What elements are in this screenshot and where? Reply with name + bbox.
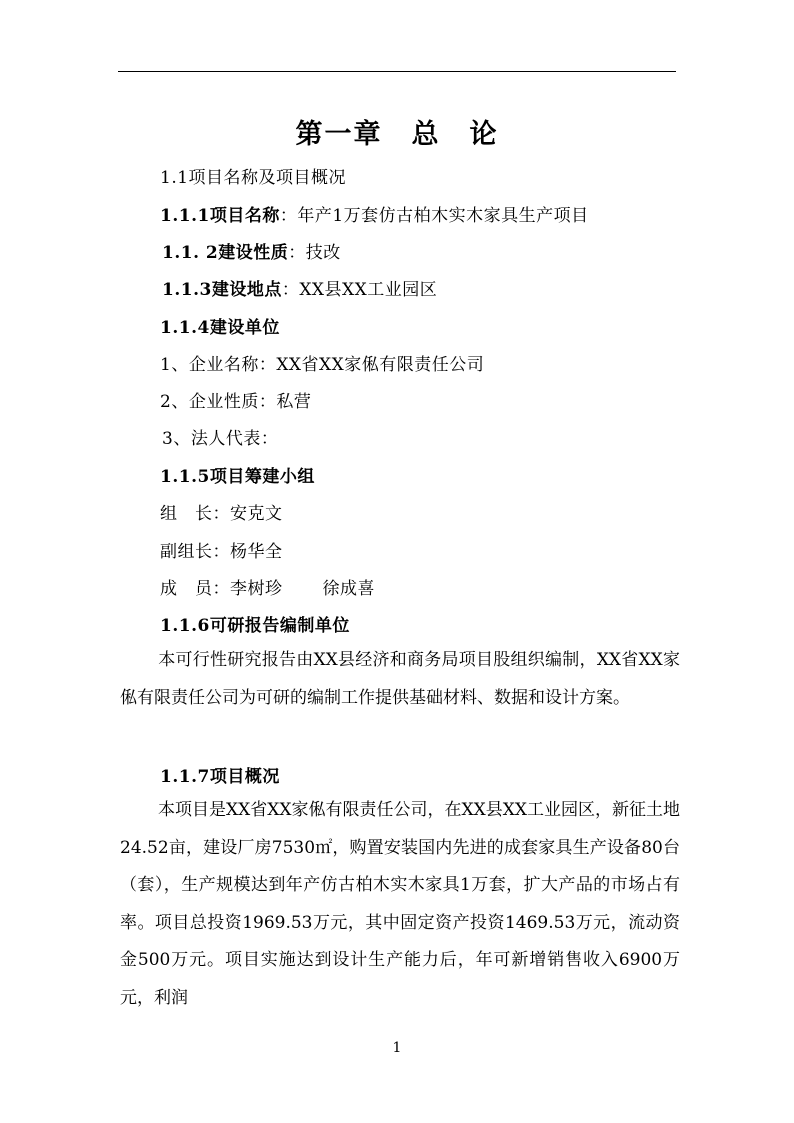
company-name: 1、企业名称：XX省XX家俬有限责任公司 <box>160 355 485 375</box>
chapter-title: 第一章 总 论 <box>295 119 499 150</box>
members-second: 徐成喜 <box>322 579 375 599</box>
section-1-1-5: 1.1.5项目筹建小组 <box>160 467 315 487</box>
section-1-1: 1.1项目名称及项目概况 <box>160 168 347 188</box>
section-1-1-1-label: 1.1.1项目名称 <box>160 206 280 226</box>
paragraph-overview <box>120 792 680 1017</box>
section-1-1-3-value: ：XX县XX工业园区 <box>281 280 438 300</box>
paragraph-overview-text: 本项目是XX省XX家俬有限责任公司，在XX县XX工业园区，新征土地24.52亩，建设厂房7530㎡，购置安装国内先进的成套家具生产设备80台（套），生产规模达到年产仿古柏木实木家具1万套，扩大产品的市场占有率。项目总投资1969.53万元，其中固定资产投资1469.53万元，流动资金500万元。项目实施达到设计生产能力后，年可新增销售收入6900万元，利润 <box>120 800 680 1008</box>
company-nature: 2、企业性质：私营 <box>160 392 312 412</box>
paragraph-report-unit <box>120 642 680 717</box>
paragraph-report-unit-text: 本可行性研究报告由XX县经济和商务局项目股组织编制，XX省XX家俬有限责任公司为可研的编制工作提供基础材料、数据和设计方案。 <box>120 650 680 708</box>
section-1-1-3-label: 1.1.3建设地点 <box>162 280 282 300</box>
section-1-1-1 <box>160 201 589 226</box>
header-rule <box>118 71 676 72</box>
section-1-1-7: 1.1.7项目概况 <box>160 767 280 787</box>
section-1-1-2 <box>162 238 341 263</box>
section-1-1-4: 1.1.4建设单位 <box>160 318 280 338</box>
section-1-1-6: 1.1.6可研报告编制单位 <box>160 616 350 636</box>
section-1-1-2-value: ：技改 <box>288 243 341 263</box>
section-1-1-2-label: 1.1. 2建设性质 <box>162 243 289 263</box>
legal-representative: 3、法人代表： <box>162 429 279 449</box>
members-first: 成 员：李树珍 <box>160 579 283 599</box>
group-members <box>160 574 375 599</box>
section-1-1-3 <box>162 275 437 300</box>
page-number: 1 <box>392 1040 402 1056</box>
vice-leader: 副组长：杨华全 <box>160 542 283 562</box>
section-1-1-1-value: ：年产1万套仿古柏木实木家具生产项目 <box>279 206 589 226</box>
group-leader: 组 长：安克文 <box>160 504 283 524</box>
